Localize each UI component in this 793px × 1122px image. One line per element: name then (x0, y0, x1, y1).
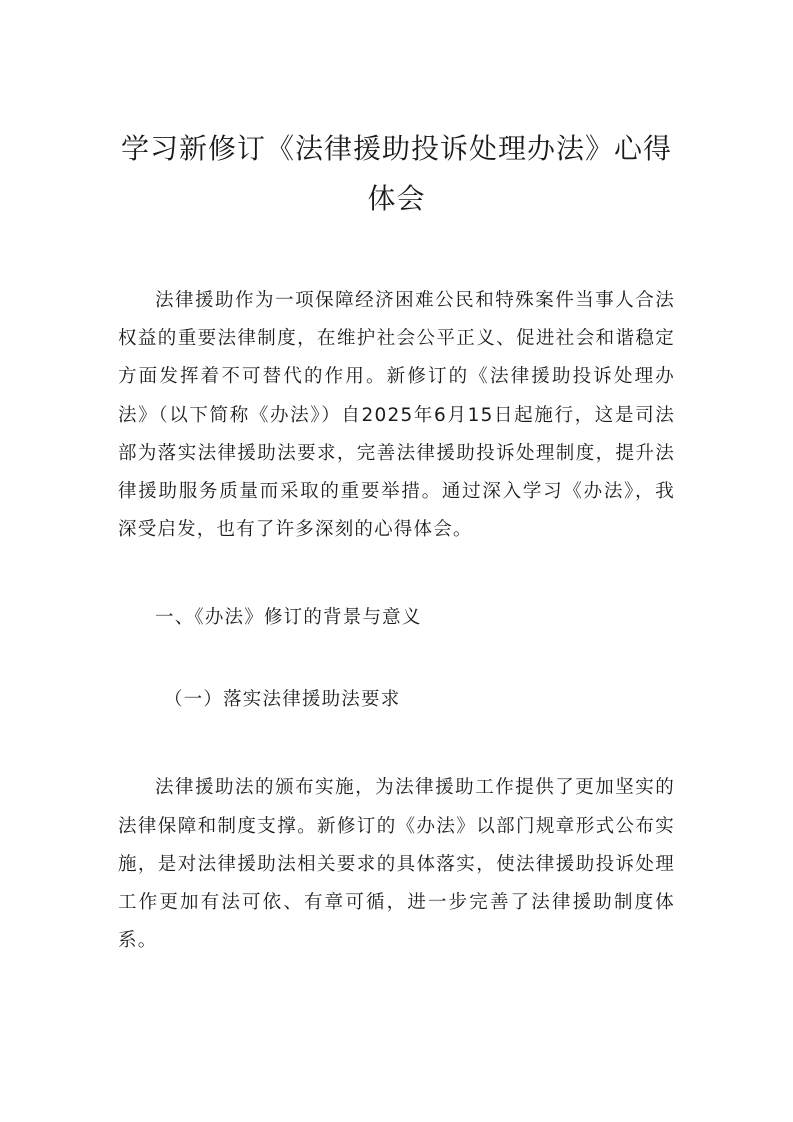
document-title: 学习新修订《法律援助投诉处理办法》心得体会 (120, 132, 672, 215)
subsection-heading-1: （一）落实法律援助法要求 (164, 689, 401, 711)
intro-paragraph: 法律援助作为一项保障经济困难公民和特殊案件当事人合法权益的重要法律制度，在维护社会公平正义、促进社会和谐稳定方面发挥着不可替代的作用。新修订的《法律援助投诉处理办法》（以下简称《办法》）自2025年6月15日起施行，这是司法部为落实法律援助法要求，完善法律援助投诉处理制度，提升法律援助服务质量而采取的重要举措。通过深入学习《办法》，我深受启发，也有了许多深刻的心得体会。 (118, 290, 675, 541)
subsection-paragraph-1: 法律援助法的颁布实施，为法律援助工作提供了更加坚实的法律保障和制度支撑。新修订的《办法》以部门规章形式公布实施，是对法律援助法相关要求的具体落实，使法律援助投诉处理工作更加有法可依、有章可循，进一步完善了法律援助制度体系。 (118, 777, 675, 952)
section-heading-1: 一、《办法》修订的背景与意义 (155, 607, 422, 629)
